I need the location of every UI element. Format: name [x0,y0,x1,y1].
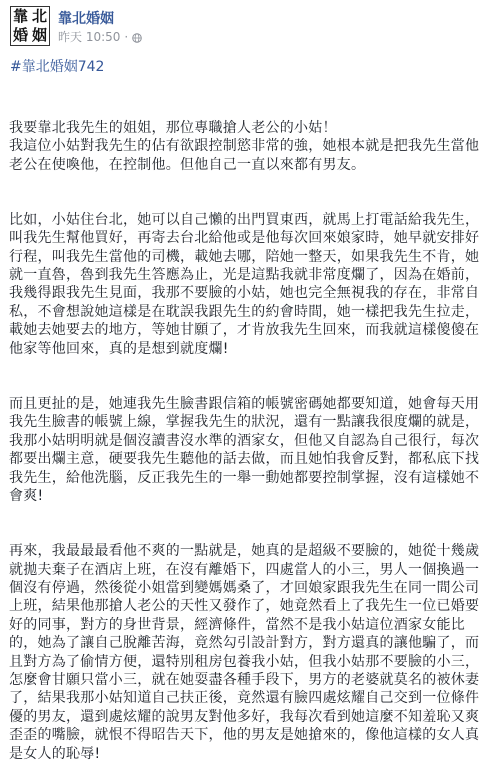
globe-icon[interactable] [132,32,142,42]
post-header [10,6,480,48]
post-meta [58,28,142,45]
post-paragraph: 我要靠北我先生的姐姐，那位專職搶人老公的小姑！ 我這位小姑對我先生的佔有欲跟控制慾非常的強，她根本就是把我先生當他老公在使喚他，在控制他。但他自己一直以來都有男友。 [9,119,480,173]
post-paragraph: 而且更扯的是，她連我先生臉書跟信箱的帳號密碼她都要知道，她會每天用我先生臉書的帳號上線，掌握我先生的狀況，還有一點讓我很度爛的就是，我那小姑明明就是個沒讀書沒水準的酒家女，但他又自認為自己很行，每次都要出爛主意，硬要我先生聽他的話去做，而且她怕我會反對，都私底下找我先生，給他洗腦，反正我先生的一舉一動她都要控制掌握，沒有這樣她不會爽! [9,395,480,504]
page-name-link[interactable]: 靠北婚姻 [58,11,114,27]
post-body [9,82,483,781]
timestamp-link[interactable]: 昨天 10:50 [58,30,121,44]
avatar-char: 北 [31,7,47,25]
avatar-char: 婚 [12,26,28,44]
hashtag-link[interactable]: #靠北婚姻742 [10,59,105,75]
post-paragraph: 再來，我最最最看他不爽的一點就是，她真的是超級不要臉的，她從十幾歲就拋夫棄子在酒店上班，在沒有離婚下，四處當人的小三，男人一個換過一個沒有停過，然後從小姐當到變媽媽桑了，才回娘家跟我先生在同一間公司上班，結果他那搶人老公的天性又發作了，她竟然看上了我先生一位已婚要好的同事，對方的身世背景，經濟條件，當然不是我小姑這位酒家女能比的，她為了讓自己脫離苦海，竟然勾引設計對方，對方還真的讓他騙了，而且對方為了偷情方便，還特別租房包養我小姑，但我小姑那不要臉的小三，怎麼會甘願只當小三，就在她耍盡各種手段下，男方的老婆就莫名的被休妻了，結果我那小姑知道自己扶正後，竟然還有臉四處炫耀自己交到一位條件優的男友，還到處炫耀的說男友對他多好，我每次看到她這麼不知羞恥又爽歪歪的嘴臉，就恨不得昭告天下，他的男友是她搶來的，像他這樣的女人真是女人的恥辱! [9,543,480,762]
avatar-char: 姻 [31,26,47,44]
post-paragraph: 比如，小姑住台北，她可以自己懶的出門買東西，就馬上打電話給我先生，叫我先生幫他買好，再寄去台北給他或是他每次回來娘家時，她早就安排好行程，叫我先生當他的司機，載她去哪，陪她一整天，如果我先生不肯，她就一直魯，魯到我先生答應為止，光是這點我就非常度爛了，因為在婚前，我幾得跟我先生見面，我那不要臉的小姑，她也完全無視我的存在，非常自私，不會想說她這樣是在耽誤我跟先生的約會時間，她一樣把我先生拉走，載她去她要去的地方，等她甘願了，才肯放我先生回來，而我就這樣傻傻在他家等他回來，真的是想到就度爛! [9,211,480,357]
meta-separator: · [124,29,129,44]
avatar[interactable] [10,6,50,46]
avatar-char: 靠 [12,7,28,25]
